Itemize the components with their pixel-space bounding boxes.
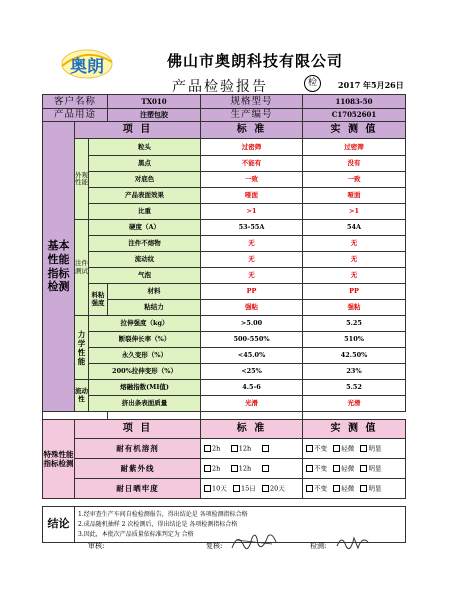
row-measured: 5.52: [303, 380, 406, 396]
checkbox[interactable]: [233, 485, 240, 492]
option-label: 轻微: [341, 464, 355, 473]
row-item: 拉伸强度（kg）: [89, 316, 201, 332]
row-measured: 无: [303, 236, 406, 252]
option-label: 15日: [241, 484, 256, 493]
row-standard: 过密筛: [201, 139, 303, 156]
customer-label: 客户名称: [43, 95, 108, 109]
checkbox[interactable]: [262, 445, 269, 452]
row-standard: 无: [201, 236, 303, 252]
checkbox[interactable]: [333, 445, 340, 452]
row-measured: 无: [303, 252, 406, 268]
section-special-performance: 特殊性能指标检测: [43, 420, 75, 499]
section-conclusion: 结论: [43, 507, 75, 543]
section-adhesion: 料粘强度: [89, 284, 108, 316]
row-item: 比重: [89, 204, 201, 220]
section-basic-performance: 基本性能指标检测: [43, 122, 75, 412]
spec-label: 规格型号: [201, 95, 303, 109]
checkbox[interactable]: [360, 485, 367, 492]
row-item: 断裂伸长率（%）: [89, 332, 201, 348]
checkbox[interactable]: [360, 465, 367, 472]
row-standard: 53-55A: [201, 220, 303, 236]
spec-value: 11083-50: [303, 95, 406, 109]
row-item: 熔融指数(MI值): [89, 380, 201, 396]
company-logo-icon: [60, 42, 114, 82]
checkbox[interactable]: [360, 445, 367, 452]
special-measured-options: [303, 479, 406, 499]
row-item: 黑点: [89, 156, 201, 172]
batch-value: C17052601: [303, 109, 406, 122]
row-item: 流动纹: [89, 252, 201, 268]
special-measured-options: [303, 439, 406, 459]
row-measured: 没有: [303, 156, 406, 172]
row-measured: 无: [303, 268, 406, 284]
row-item: 粘结力: [108, 300, 201, 316]
row-standard: 不能有: [201, 156, 303, 172]
row-standard: >1: [201, 204, 303, 220]
special-header-measured: 实 测 值: [303, 420, 406, 439]
row-measured: 54A: [303, 220, 406, 236]
row-standard: 4.5-6: [201, 380, 303, 396]
inspection-stamp: 检: [304, 75, 321, 92]
checkbox[interactable]: [306, 485, 313, 492]
row-standard: 强粘: [201, 300, 303, 316]
row-measured: 光滑: [303, 396, 406, 412]
option-label: 2h: [212, 464, 221, 473]
row-item: 注件不熔物: [89, 236, 201, 252]
row-standard: 哑面: [201, 188, 303, 204]
checkbox[interactable]: [262, 485, 269, 492]
row-measured: >1: [303, 204, 406, 220]
special-standard-options: [201, 479, 303, 499]
usage-value: 注塑包胶: [108, 109, 201, 122]
row-item: 对底色: [89, 172, 201, 188]
row-measured: 强粘: [303, 300, 406, 316]
logo-text: 奥朗: [70, 57, 104, 77]
row-measured: 5.25: [303, 316, 406, 332]
report-date: 2017 年5月26日: [338, 80, 404, 90]
option-label: 轻微: [341, 484, 355, 493]
recheck-label: 复核:: [206, 542, 223, 550]
option-label: 轻微: [341, 444, 355, 453]
special-header-item: 项 目: [75, 420, 201, 439]
header-item: 项 目: [75, 122, 201, 139]
row-measured: 哑面: [303, 188, 406, 204]
row-standard: <25%: [201, 364, 303, 380]
section-fluidity: 流动性: [75, 380, 89, 412]
option-label: 不变: [314, 444, 328, 453]
row-standard: 500-550%: [201, 332, 303, 348]
checkbox[interactable]: [204, 445, 211, 452]
option-label: 明显: [368, 464, 382, 473]
special-item: 耐有机溶剂: [75, 439, 201, 459]
header-standard: 标 准: [201, 122, 303, 139]
row-measured: 一致: [303, 172, 406, 188]
row-item: 粒头: [89, 139, 201, 156]
section-injection-test: 注件测试: [75, 220, 89, 316]
option-label: 12h: [238, 464, 252, 473]
row-standard: <45.0%: [201, 348, 303, 364]
row-standard: 无: [201, 252, 303, 268]
special-item: 耐紫外线: [75, 459, 201, 479]
inspection-table: [42, 94, 406, 543]
row-standard: 无: [201, 268, 303, 284]
row-measured: 510%: [303, 332, 406, 348]
usage-label: 产品用途: [43, 109, 108, 122]
conclusion-line-2: 2.成品随机抽样 2 次检测后，得出结论是 各项检测指标合格: [78, 521, 238, 528]
option-label: 10天: [212, 484, 227, 493]
conclusion-line-3: 3.因此，本批次产品质量依标准判定为 合格: [78, 531, 194, 538]
checkbox[interactable]: [333, 465, 340, 472]
company-name: 佛山市奥朗科技有限公司: [166, 52, 343, 70]
checkbox[interactable]: [204, 465, 211, 472]
row-item: 气泡: [89, 268, 201, 284]
row-item: 产品表面效果: [89, 188, 201, 204]
row-item: 永久变形（%）: [89, 348, 201, 364]
row-standard: 一致: [201, 172, 303, 188]
special-measured-options: [303, 459, 406, 479]
row-item: 硬度（A）: [89, 220, 201, 236]
conclusion-line-1: 1.经审查生产车间自检检测报告，得出结论是 各项检测指标合格: [78, 511, 248, 518]
row-measured: 过密筛: [303, 139, 406, 156]
header-measured: 实 测 值: [303, 122, 406, 139]
special-item: 耐日晒牢度: [75, 479, 201, 499]
section-appearance: 外观性能: [75, 139, 89, 220]
option-label: 不变: [314, 484, 328, 493]
review-label: 审核:: [88, 542, 105, 550]
report-title: 产品检验报告: [172, 79, 268, 95]
checkbox[interactable]: [231, 465, 238, 472]
inspect-signature-icon: [334, 528, 374, 556]
recheck-signature-icon: [228, 528, 283, 556]
section-mechanical: 力学性能: [75, 316, 89, 380]
row-measured: PP: [303, 284, 406, 300]
checkbox[interactable]: [333, 485, 340, 492]
row-measured: 23%: [303, 364, 406, 380]
row-measured: 42.50%: [303, 348, 406, 364]
option-label: 20天: [270, 484, 285, 493]
option-label: 不变: [314, 464, 328, 473]
row-item: 挤出条表面质量: [89, 396, 201, 412]
checkbox[interactable]: [306, 465, 313, 472]
row-item: 200%拉伸变形（%）: [89, 364, 201, 380]
special-header-standard: 标 准: [201, 420, 303, 439]
customer-value: TX010: [108, 95, 201, 109]
option-label: 2h: [212, 444, 221, 453]
row-standard: PP: [201, 284, 303, 300]
row-standard: >5.00: [201, 316, 303, 332]
checkbox[interactable]: [306, 445, 313, 452]
batch-label: 生产编号: [201, 109, 303, 122]
inspect-label: 检测:: [310, 542, 327, 550]
special-standard-options: [201, 459, 303, 479]
row-standard: 光滑: [201, 396, 303, 412]
option-label: 明显: [368, 444, 382, 453]
checkbox[interactable]: [204, 485, 211, 492]
option-label: 12h: [238, 444, 252, 453]
checkbox[interactable]: [231, 445, 238, 452]
row-item: 材料: [108, 284, 201, 300]
special-standard-options: [201, 439, 303, 459]
option-label: 明显: [368, 484, 382, 493]
checkbox[interactable]: [262, 465, 269, 472]
